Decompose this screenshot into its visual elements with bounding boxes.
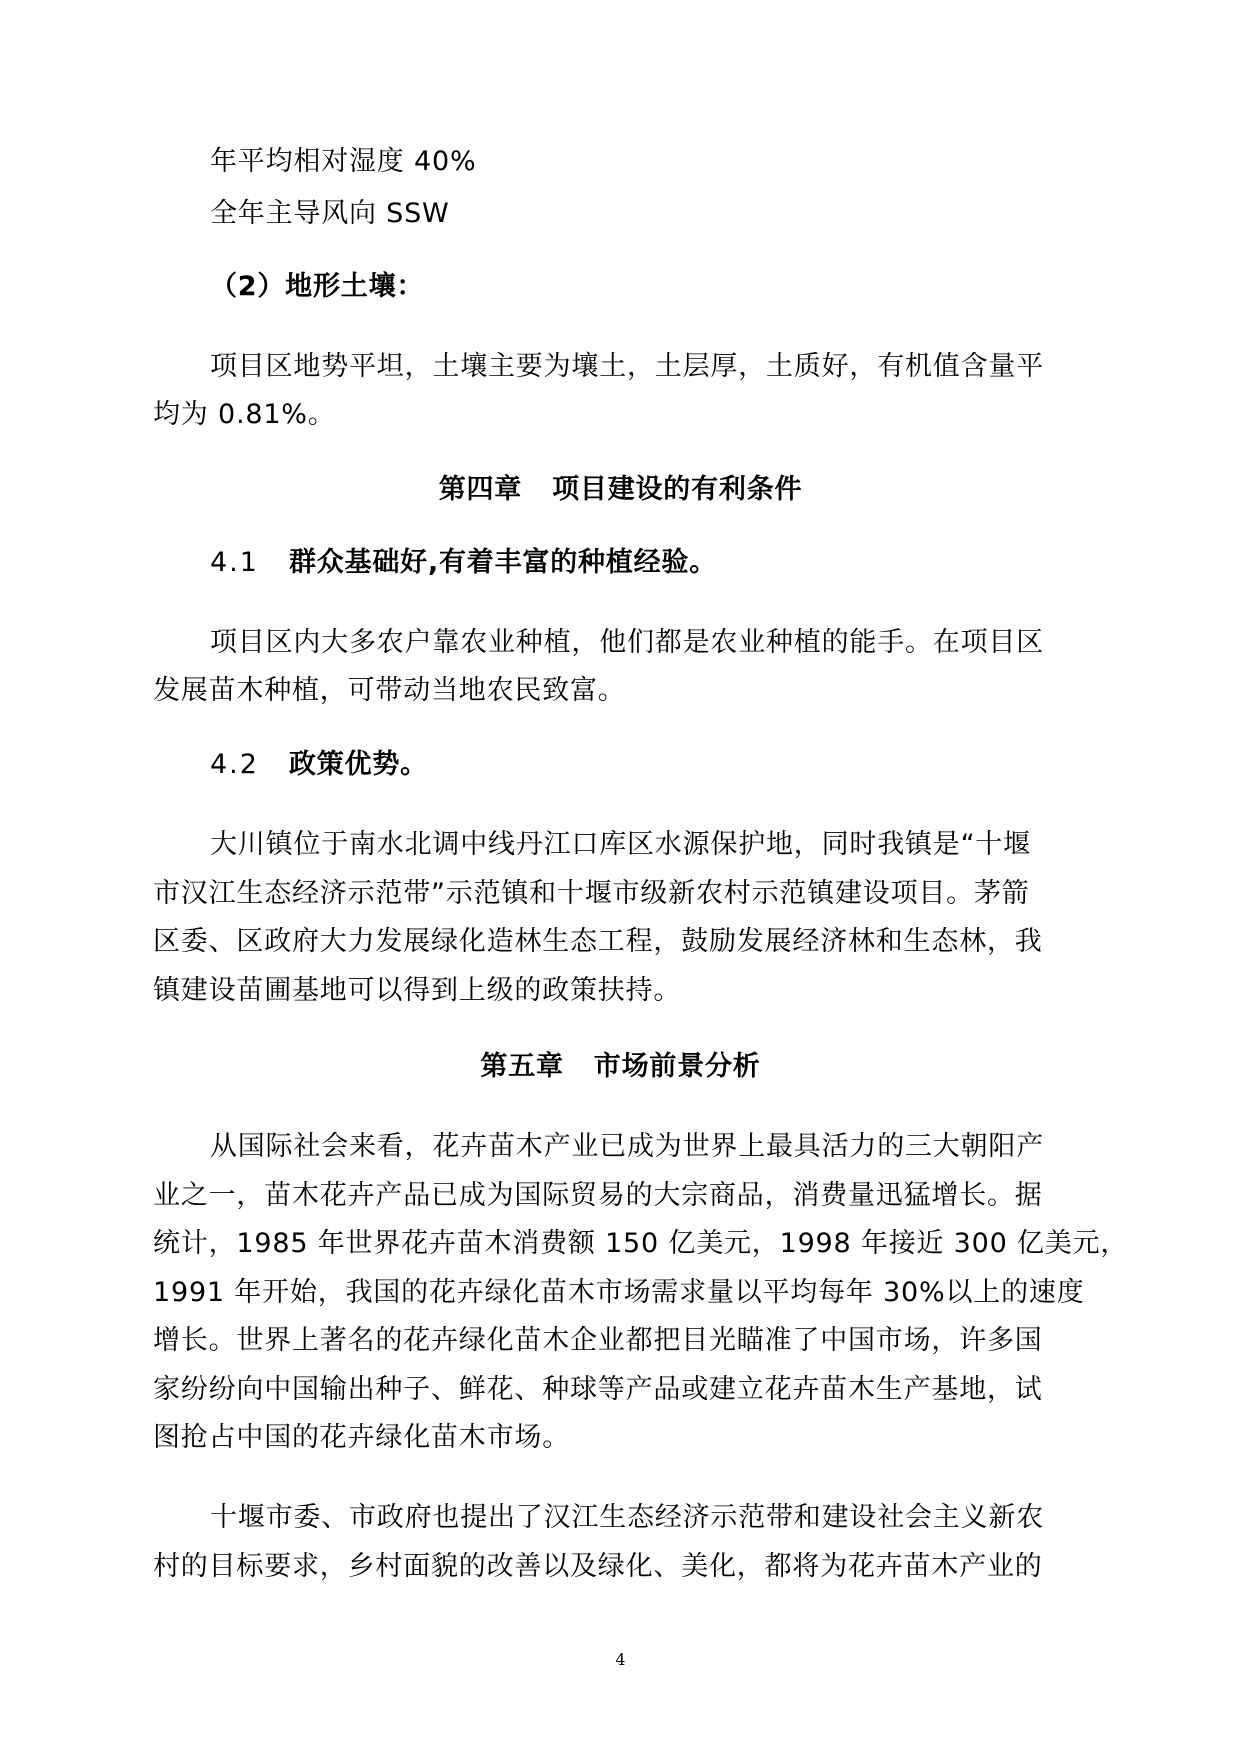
paragraph-line: 项目区地势平坦，土壤主要为壤土，土层厚，土质好，有机值含量平 xyxy=(210,351,1044,382)
paragraph-line: 区委、区政府大力发展绿化造林生态工程，鼓励发展经济林和生态林，我 xyxy=(153,926,1043,957)
paragraph-line: 发展苗木种植，可带动当地农民致富。 xyxy=(153,675,626,706)
paragraph-line: 项目区内大多农户靠农业种植，他们都是农业种植的能手。在项目区 xyxy=(210,627,1044,658)
paragraph-line: 村的目标要求，乡村面貌的改善以及绿化、美化，都将为花卉苗木产业的 xyxy=(153,1551,1043,1582)
chapter-5-heading xyxy=(0,1050,1241,1084)
section-number: 4.1 xyxy=(210,547,259,578)
paragraph-line: 家纷纷向中国输出种子、鲜花、种球等产品或建立花卉苗木生产基地，试 xyxy=(153,1374,1043,1405)
chapter-5-label: 第五章 xyxy=(480,1051,564,1082)
humidity-line: 年平均相对湿度 40% xyxy=(210,146,477,177)
paragraph-line: 图抢占中国的花卉绿化苗木市场。 xyxy=(153,1422,570,1453)
section-4-1-heading xyxy=(210,546,717,580)
paragraph-line: 镇建设苗圃基地可以得到上级的政策扶持。 xyxy=(153,975,682,1006)
section-4-2-heading xyxy=(210,748,428,782)
chapter-4-label: 第四章 xyxy=(438,474,523,505)
paragraph-line: 业之一，苗木花卉产品已成为国际贸易的大宗商品，消费量迅猛增长。据 xyxy=(153,1180,1043,1211)
page-number: 4 xyxy=(615,1650,626,1669)
paragraph-line: 1991 年开始，我国的花卉绿化苗木市场需求量以平均每年 30%以上的速度 xyxy=(153,1277,1085,1308)
paragraph-line: 市汉江生态经济示范带”示范镇和十堰市级新农村示范镇建设项目。茅箭 xyxy=(153,878,1030,909)
section-title: 政策优势。 xyxy=(288,749,428,780)
section-title: 群众基础好,有着丰富的种植经验。 xyxy=(288,547,718,578)
paragraph-line: 统计，1985 年世界花卉苗木消费额 150 亿美元，1998 年接近 300 亿美元， xyxy=(153,1228,1129,1259)
paragraph-line: 从国际社会来看，花卉苗木产业已成为世界上最具活力的三大朝阳产 xyxy=(210,1131,1044,1162)
wind-line: 全年主导风向 SSW xyxy=(210,198,450,229)
terrain-heading: （2）地形土壤： xyxy=(210,271,425,302)
chapter-4-title: 项目建设的有利条件 xyxy=(552,474,803,505)
paragraph-line: 十堰市委、市政府也提出了汉江生态经济示范带和建设社会主义新农 xyxy=(210,1502,1044,1533)
paragraph-line: 均为 0.81%。 xyxy=(153,399,336,430)
chapter-4-heading xyxy=(0,473,1241,507)
chapter-5-title: 市场前景分析 xyxy=(593,1051,761,1082)
paragraph-line: 大川镇位于南水北调中线丹江口库区水源保护地，同时我镇是“十堰 xyxy=(210,829,1031,860)
section-number: 4.2 xyxy=(210,749,259,780)
paragraph-line: 增长。世界上著名的花卉绿化苗木企业都把目光瞄准了中国市场，许多国 xyxy=(153,1325,1043,1356)
